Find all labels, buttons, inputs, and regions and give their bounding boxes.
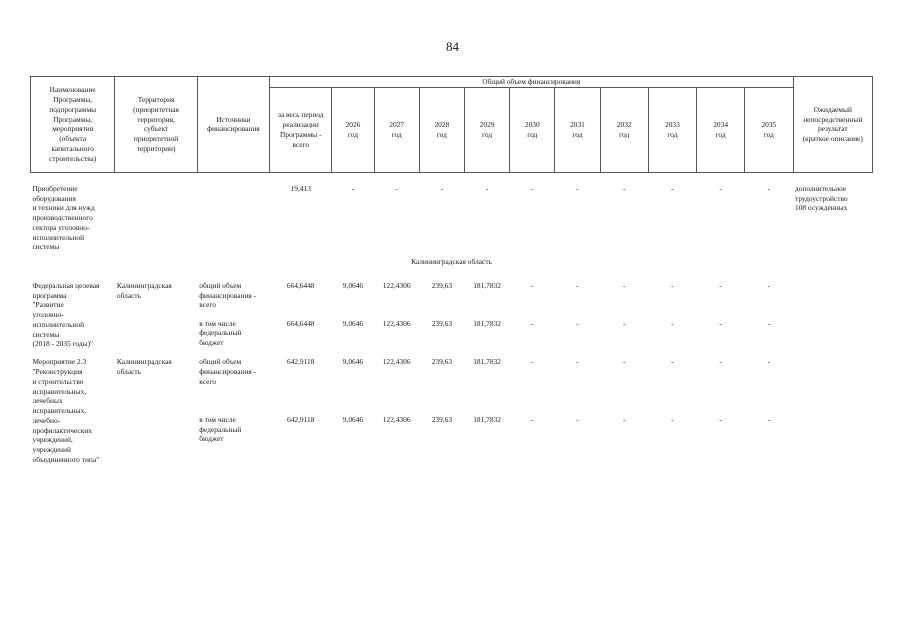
- line-source: общий объем финансирования - всего: [199, 280, 257, 310]
- line-year-value: 9,0646: [342, 357, 364, 367]
- row-territory: [115, 172, 197, 253]
- group-territory: Калининградская область: [116, 357, 172, 377]
- line-year-value: 9,0646: [342, 280, 364, 290]
- table-row: [31, 172, 873, 253]
- row-source: [197, 172, 269, 253]
- line-year-value: 181,7832: [473, 357, 501, 367]
- group-name: Мероприятие 2.3 "Реконструкция и строительство исправительных, лечебных исправительных, лечебно- профилактических учреждений, учреждений объединенного типа": [32, 357, 100, 464]
- header-result: Ожидаемый непосредственный результат (краткое описание): [793, 77, 873, 173]
- line-year-value: -: [576, 280, 579, 290]
- line-total: 642,9118: [287, 357, 315, 367]
- line-year-value: -: [767, 318, 771, 328]
- line-year-value: 181,7832: [473, 280, 501, 290]
- header-year-2029: 2029 год: [464, 87, 509, 172]
- line-source: общий объем финансирования - всего: [199, 357, 257, 386]
- header-total-group: Общий объем финансирования: [270, 77, 793, 88]
- row-year-value: -: [395, 183, 398, 193]
- table-row: [31, 274, 873, 313]
- line-year-value: -: [671, 280, 674, 290]
- row-year-value: -: [576, 183, 579, 193]
- line-year-value: 122,4306: [382, 357, 411, 367]
- line-year-value: -: [622, 357, 626, 367]
- line-result: [793, 274, 873, 313]
- financing-table: [30, 76, 873, 466]
- group-name: Федеральная целевая программа "Развитие уголовно- исполнительной системы (2018 - 2035 годы)": [32, 280, 100, 349]
- line-year-value: -: [531, 414, 534, 424]
- line-year-value: 239,63: [431, 318, 453, 328]
- line-result: [793, 409, 873, 466]
- line-total: 642,9118: [287, 414, 315, 424]
- line-year-value: 122,4306: [382, 280, 411, 290]
- group-territory: Калининградская область: [116, 280, 172, 300]
- row-name: Приобретение оборудования и техники для нужд производственного сектора уголовно- исполнительной системы: [32, 183, 95, 252]
- line-result: [793, 313, 873, 351]
- line-year-value: 122,4306: [382, 318, 411, 328]
- line-year-value: -: [671, 357, 674, 367]
- line-year-value: -: [767, 414, 771, 424]
- line-year-value: -: [531, 357, 534, 367]
- row-year-value: -: [622, 183, 626, 193]
- line-year-value: -: [719, 280, 722, 290]
- line-year-value: 122,4306: [382, 414, 411, 424]
- table-body: [31, 172, 873, 465]
- line-year-value: -: [671, 414, 674, 424]
- row-year-value: -: [671, 183, 674, 193]
- row-result: дополнительное трудоустройство 108 осужденных: [795, 183, 848, 213]
- header-year-2034: 2034 год: [697, 87, 745, 172]
- row-year-value: -: [485, 183, 489, 193]
- line-year-value: -: [719, 414, 722, 424]
- row-year-value: -: [531, 183, 534, 193]
- line-year-value: -: [767, 280, 771, 290]
- row-year-value: -: [719, 183, 722, 193]
- line-result: [793, 350, 873, 408]
- header-year-2031: 2031 год: [555, 87, 600, 172]
- line-year-value: -: [576, 414, 579, 424]
- header-year-2030: 2030 год: [510, 87, 555, 172]
- row-year-value: -: [440, 183, 444, 193]
- row-year-value: -: [767, 183, 771, 193]
- line-year-value: -: [622, 318, 626, 328]
- line-year-value: -: [767, 357, 771, 367]
- header-year-2032: 2032 год: [600, 87, 648, 172]
- line-total: 664,6448: [286, 318, 315, 328]
- header-territory: Территория (приоритетная территория, субъект приоритетной территории): [115, 77, 197, 173]
- region-row: [31, 253, 873, 274]
- row-total: 19,413: [290, 183, 311, 193]
- region-label: Калининградская область: [411, 257, 492, 267]
- line-year-value: -: [622, 280, 626, 290]
- header-year-2027: 2027 год: [374, 87, 419, 172]
- header-year-2033: 2033 год: [648, 87, 696, 172]
- line-source: в том числе федеральный бюджет: [199, 414, 242, 444]
- header-year-2026: 2026 год: [332, 87, 374, 172]
- line-year-value: -: [719, 357, 722, 367]
- line-year-value: -: [576, 357, 579, 367]
- line-year-value: 239,63: [431, 414, 453, 424]
- header-name: Наименование Программы, подпрограммы Программы, мероприятия (объекта капитального строительства): [31, 77, 115, 173]
- line-year-value: -: [576, 318, 579, 328]
- header-year-2028: 2028 год: [419, 87, 464, 172]
- line-year-value: 9,0646: [342, 318, 364, 328]
- line-year-value: -: [719, 318, 722, 328]
- header-sources: Источники финансирования: [197, 77, 269, 173]
- row-year-value: -: [351, 183, 355, 193]
- line-year-value: 181,7832: [473, 414, 501, 424]
- table-header: [31, 77, 873, 173]
- line-year-value: -: [531, 318, 534, 328]
- header-year-2035: 2035 год: [745, 87, 793, 172]
- page-number: 84: [446, 39, 459, 54]
- line-year-value: -: [531, 280, 534, 290]
- line-year-value: 9,0646: [342, 414, 364, 424]
- line-year-value: 239,63: [431, 357, 453, 367]
- line-year-value: -: [622, 414, 626, 424]
- line-year-value: -: [671, 318, 674, 328]
- header-total-period: за весь период реализации Программы - всего: [270, 87, 332, 172]
- line-year-value: 239,63: [431, 280, 453, 290]
- line-year-value: 181,7832: [473, 318, 501, 328]
- line-source: в том числе федеральный бюджет: [199, 318, 242, 348]
- table-row: [31, 350, 873, 408]
- line-total: 664,6448: [286, 280, 315, 290]
